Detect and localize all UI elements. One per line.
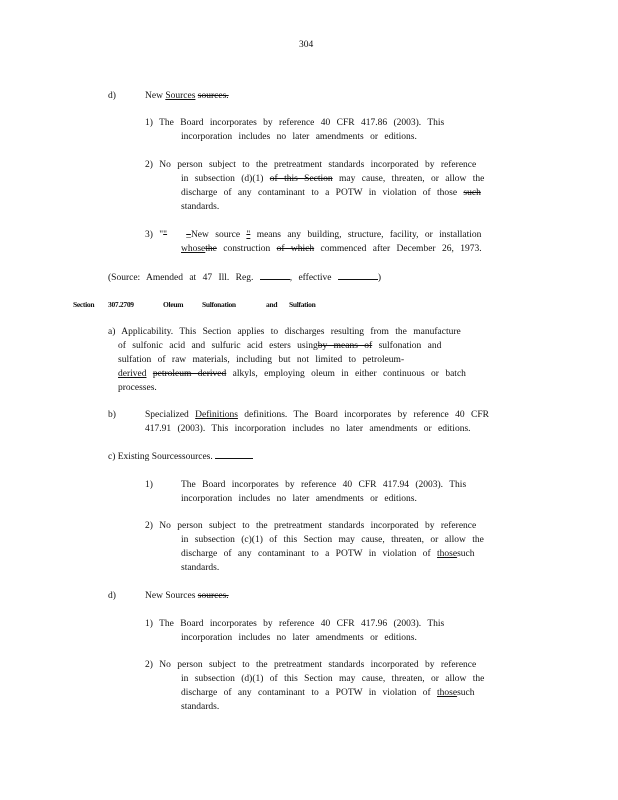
d2-item2-line2: in subsection (d)(1) of this Section may cause, threaten, or allow the <box>181 674 485 684</box>
d1-item2-line2-b: may cause, threaten, or allow the <box>339 174 485 184</box>
b-label: b) <box>108 410 116 420</box>
a-line5: processes. <box>118 383 157 393</box>
d2-item1-line2: incorporation includes no later amendments or editions. <box>181 633 417 643</box>
c-heading <box>108 450 253 464</box>
d1-item3-inserted-whose: whose <box>181 244 206 254</box>
d1-item3-commenced: commenced after December 26, 1973. <box>320 244 482 254</box>
d2-label: d) <box>108 591 116 601</box>
d1-heading <box>145 89 229 103</box>
d1-item3-definition: means any building, structure, facility, or installation <box>256 230 482 240</box>
source-note <box>108 270 381 285</box>
d1-item3-construction: construction <box>223 244 271 254</box>
d1-item3-deleted-of-which: of which <box>276 244 315 254</box>
d1-item1-line2: incorporation includes no later amendments or editions. <box>181 132 417 142</box>
d1-item2-line1: 2) No person subject to the pretreatment standards incorporated by reference <box>145 160 477 170</box>
d1-heading-inserted: Sources <box>165 91 196 101</box>
c-item2-line4: standards. <box>181 563 220 573</box>
d1-item3-dash: _ <box>186 230 191 240</box>
c-item1-line2: incorporation includes no later amendments or editions. <box>181 494 417 504</box>
c-heading-rule <box>215 451 253 459</box>
d1-item3-deleted-quote: " <box>163 230 168 240</box>
d2-heading <box>145 589 229 603</box>
d1-item2-line3 <box>181 186 481 200</box>
d1-item3-num: 3) " <box>145 230 164 240</box>
d2-item2-line4: standards. <box>181 702 220 712</box>
d1-item1 <box>145 116 477 130</box>
a-line3: sulfation of raw materials, including but not limited to petroleum- <box>118 355 405 365</box>
section-label: Section <box>73 300 95 309</box>
d2-heading-a: New Sources <box>145 591 196 601</box>
a-line4-inserted: derived <box>118 369 147 379</box>
c-heading-text: c) Existing Sourcessources. <box>108 452 213 462</box>
d2-item1-line1: 1) The Board incorporates by reference 40 CFR 417.96 (2003). This <box>145 619 445 629</box>
b-line1-inserted: Definitions <box>195 410 238 420</box>
section-number: 307.2709 <box>108 300 134 309</box>
a-line1: a) Applicability. This Section applies to discharges resulting from the manufacture <box>108 327 461 337</box>
c-item2-line3-a: discharge of any contaminant to a POTW in violation of <box>181 549 431 559</box>
d1-item2-line2-a: in subsection (d)(1) <box>181 174 264 184</box>
d1-label: d) <box>108 91 116 101</box>
a-line4-b: alkyls, employing oleum in either continuous or batch <box>232 369 466 379</box>
d2-item2-line3-b: such <box>457 688 475 698</box>
page-number: 304 <box>299 40 314 50</box>
d1-item3-term: New source <box>190 230 241 240</box>
b-line1-b: definitions. The Board incorporates by reference 40 CFR <box>244 410 489 420</box>
d2-item2-line3 <box>181 686 474 700</box>
a-line2-b: sulfonation and <box>378 341 442 351</box>
d2-item2-line1: 2) No person subject to the pretreatment standards incorporated by reference <box>145 660 477 670</box>
d1-item3-deleted-the: the <box>205 244 217 254</box>
b-line1 <box>145 408 489 422</box>
source-blank-reg <box>260 270 290 280</box>
section-title-word-3: and <box>266 300 278 309</box>
d1-item2-line2-deleted: of this Section <box>269 174 333 184</box>
section-title-word-4: Sulfation <box>289 300 316 309</box>
d2-item2-line3-a: discharge of any contaminant to a POTW in violation of <box>181 688 431 698</box>
a-line4 <box>118 367 466 381</box>
d1-item2-line3-a: discharge of any contaminant to a POTW in violation of those <box>181 188 458 198</box>
d2-heading-deleted: sources. <box>197 591 229 601</box>
a-line4-deleted: petroleum derived <box>152 369 227 379</box>
c-item2-line3-inserted: those <box>437 549 458 559</box>
a-line2 <box>118 339 441 353</box>
c-item1-line1: The Board incorporates by reference 40 CFR 417.94 (2003). This <box>181 480 467 490</box>
c-item2-line3-b: such <box>457 549 475 559</box>
d1-item2-line2 <box>181 172 484 186</box>
source-suffix: ) <box>377 273 382 283</box>
d1-heading-deleted: sources. <box>197 91 229 101</box>
d1-item3-quote: " <box>246 230 251 240</box>
c-item2-line1: 2) No person subject to the pretreatment standards incorporated by reference <box>145 521 477 531</box>
b-line1-a: Specialized <box>145 410 189 420</box>
c-item2-line3 <box>181 547 474 561</box>
d1-item2-line4: standards. <box>181 202 220 212</box>
source-mid: , effective <box>289 273 332 283</box>
d1-item3-line1 <box>145 228 481 242</box>
d1-item2-line3-deleted: such <box>463 188 481 198</box>
source-prefix: (Source: Amended at 47 Ill. Reg. <box>108 273 254 283</box>
c-item2-line2: in subsection (c)(1) of this Section may cause, threaten, or allow the <box>181 535 484 545</box>
b-line2: 417.91 (2003). This incorporation includes no later amendments or editions. <box>145 424 471 434</box>
a-line2-deleted: by means of <box>317 341 373 351</box>
d2-item2-line3-inserted: those <box>437 688 458 698</box>
c-item1-num: 1) <box>145 480 153 490</box>
d1-item3-line2 <box>181 242 482 256</box>
section-title-word-1: Oleum <box>163 300 184 309</box>
d1-item1-line1: 1) The Board incorporates by reference 40 CFR 417.86 (2003). This <box>145 118 445 128</box>
a-line2-a: of sulfonic acid and sulfuric acid esters using <box>118 341 318 351</box>
source-blank-date <box>338 270 378 280</box>
d1-heading-new: New <box>145 91 163 101</box>
section-title-word-2: Sulfonation <box>202 300 236 309</box>
